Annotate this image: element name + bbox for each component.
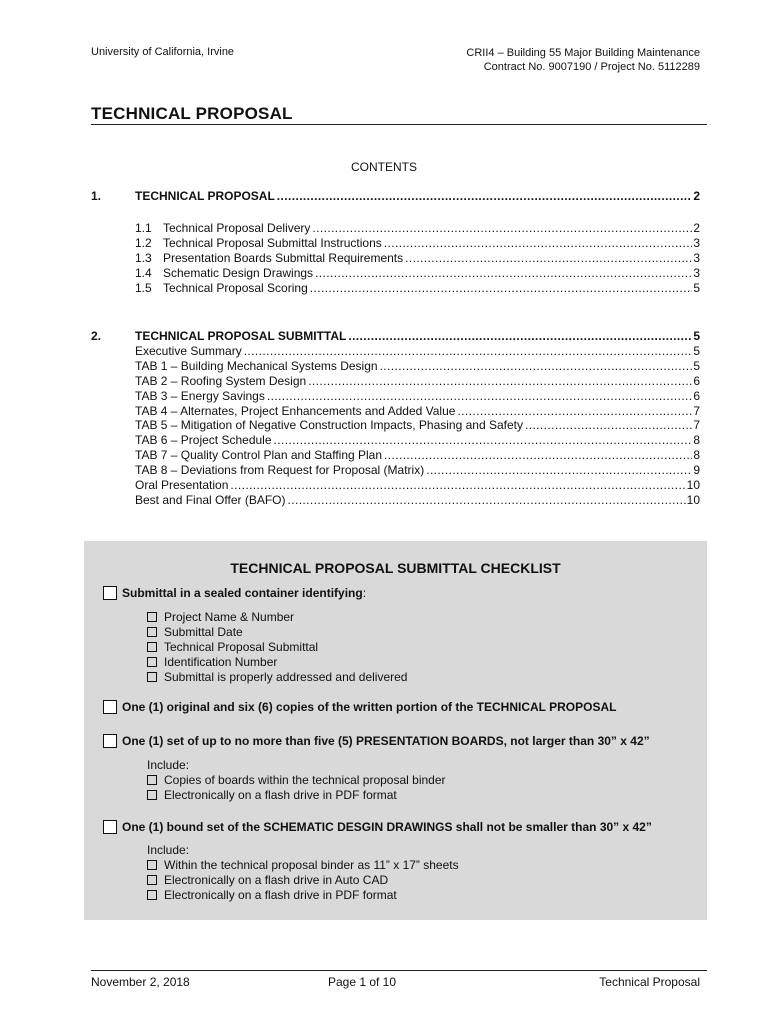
- toc-item-tab-8[interactable]: [91, 463, 700, 478]
- toc-item-number: 1.4: [135, 266, 152, 280]
- sub-item-label: Submittal is properly addressed and delivered: [164, 669, 408, 684]
- toc-leader: [525, 418, 692, 433]
- toc-page-number: 8: [693, 433, 700, 447]
- toc-leader: [384, 236, 693, 251]
- toc-leader: [277, 189, 693, 204]
- toc-page-number: 5: [693, 344, 700, 358]
- toc-item-label: Executive Summary: [135, 344, 242, 358]
- toc-item-oral-presentation[interactable]: [91, 478, 700, 493]
- checkbox[interactable]: [147, 627, 157, 637]
- toc-page-number: 9: [693, 463, 700, 477]
- sub-item-label: Technical Proposal Submittal: [164, 639, 319, 654]
- presentation-boards-sublist: [147, 772, 446, 802]
- toc-item-label: Schematic Design Drawings: [163, 266, 314, 280]
- footer-page-number: Page 1 of 10: [327, 975, 397, 989]
- toc-item-tab-3[interactable]: [91, 389, 700, 404]
- toc-leader: [288, 493, 686, 508]
- sub-item-label: Identification Number: [164, 654, 278, 669]
- toc-page-number: 2: [693, 189, 700, 203]
- checklist-item-label: One (1) original and six (6) copies of the written portion of the TECHNICAL PROPOSAL: [122, 700, 617, 714]
- checkbox[interactable]: [147, 890, 157, 900]
- checkbox[interactable]: [147, 642, 157, 652]
- toc-leader: [267, 389, 692, 404]
- toc-item-label: TAB 2 – Roofing System Design: [135, 374, 307, 388]
- toc-item-1-5[interactable]: [91, 281, 700, 296]
- toc-leader: [310, 281, 693, 296]
- footer-date: November 2, 2018: [91, 975, 190, 989]
- toc-page-number: 6: [693, 374, 700, 388]
- toc-item-1-4[interactable]: [91, 266, 700, 281]
- sub-checklist-item[interactable]: [147, 609, 407, 624]
- toc-item-label: TAB 1 – Building Mechanical Systems Design: [135, 359, 378, 373]
- schematic-drawings-sublist: [147, 857, 459, 902]
- toc-item-label: TAB 5 – Mitigation of Negative Construction Impacts, Phasing and Safety: [135, 418, 523, 432]
- toc-page-number: 5: [693, 281, 700, 295]
- toc-page-number: 8: [693, 448, 700, 462]
- toc-item-label: TAB 7 – Quality Control Plan and Staffing Plan: [135, 448, 383, 462]
- toc-item-label: Technical Proposal Submittal Instructions: [163, 236, 382, 250]
- sub-checklist-item[interactable]: [147, 639, 407, 654]
- sub-item-label: Copies of boards within the technical proposal binder: [164, 772, 446, 787]
- toc-section-1[interactable]: [91, 189, 700, 204]
- checklist-title: TECHNICAL PROPOSAL SUBMITTAL CHECKLIST: [230, 560, 561, 576]
- toc-item-number: 1.3: [135, 251, 152, 265]
- toc-page-number: 3: [693, 236, 700, 250]
- checklist-item-schematic-drawings[interactable]: [103, 820, 652, 834]
- toc-item-label: Best and Final Offer (BAFO): [135, 493, 286, 507]
- header-project-name: CRII4 – Building 55 Major Building Maintenance: [466, 47, 700, 59]
- checkbox[interactable]: [147, 875, 157, 885]
- title-divider: [91, 124, 707, 125]
- footer-document-name: Technical Proposal: [599, 975, 700, 989]
- checkbox[interactable]: [103, 734, 117, 748]
- include-label: Include:: [147, 758, 190, 772]
- sub-checklist-item[interactable]: [147, 887, 459, 902]
- toc-item-number: 1.1: [135, 221, 152, 235]
- toc-page-number: 5: [693, 359, 700, 373]
- sealed-container-sublist: [147, 609, 407, 684]
- toc-leader: [312, 221, 692, 236]
- include-label: Include:: [147, 843, 190, 857]
- toc-item-label: Technical Proposal Delivery: [163, 221, 311, 235]
- sub-item-label: Submittal Date: [164, 624, 243, 639]
- toc-leader: [244, 344, 693, 359]
- toc-leader: [405, 251, 692, 266]
- checkbox[interactable]: [147, 612, 157, 622]
- checklist-item-presentation-boards[interactable]: [103, 734, 650, 748]
- toc-item-label: TAB 3 – Energy Savings: [135, 389, 265, 403]
- toc-page-number: 5: [693, 329, 700, 343]
- toc-page-number: 2: [693, 221, 700, 235]
- toc-leader: [230, 478, 685, 493]
- toc-leader: [308, 374, 692, 389]
- toc-item-1-3[interactable]: [91, 251, 700, 266]
- contents-heading: CONTENTS: [351, 160, 417, 174]
- sub-item-label: Electronically on a flash drive in PDF format: [164, 787, 397, 802]
- toc-section-number: 1.: [91, 189, 102, 203]
- toc-page-number: 7: [693, 404, 700, 418]
- toc-item-tab-7[interactable]: [91, 448, 700, 463]
- toc-section-label: TECHNICAL PROPOSAL: [135, 189, 275, 203]
- checklist-item-sealed-container[interactable]: [103, 586, 366, 600]
- checklist-item-label: Submittal in a sealed container identifying: [122, 586, 363, 600]
- toc-item-label: Technical Proposal Scoring: [163, 281, 308, 295]
- checkbox[interactable]: [147, 672, 157, 682]
- toc-item-label: TAB 8 – Deviations from Request for Proposal (Matrix): [135, 463, 425, 477]
- page-title: TECHNICAL PROPOSAL: [91, 104, 293, 123]
- toc-page-number: 3: [693, 251, 700, 265]
- toc-leader: [315, 266, 692, 281]
- sub-checklist-item[interactable]: [147, 654, 407, 669]
- checkbox[interactable]: [103, 586, 117, 600]
- toc-leader: [457, 404, 692, 419]
- toc-section-2[interactable]: [91, 329, 700, 344]
- checkbox[interactable]: [147, 775, 157, 785]
- toc-item-label: Presentation Boards Submittal Requirements: [163, 251, 404, 265]
- submittal-checklist-box: [84, 541, 707, 920]
- toc-item-tab-6[interactable]: [91, 433, 700, 448]
- toc-item-label: Oral Presentation: [135, 478, 229, 492]
- checklist-item-written-copies[interactable]: [103, 700, 616, 714]
- toc-page-number: 10: [686, 478, 700, 492]
- footer-divider: [91, 970, 707, 971]
- sub-checklist-item[interactable]: [147, 787, 446, 802]
- toc-item-tab-5[interactable]: [91, 418, 700, 433]
- toc-section-label: TECHNICAL PROPOSAL SUBMITTAL: [135, 329, 347, 343]
- toc-page-number: 6: [693, 389, 700, 403]
- toc-item-tab-1[interactable]: [91, 359, 700, 374]
- toc-section-number: 2.: [91, 329, 102, 343]
- sub-checklist-item[interactable]: [147, 872, 459, 887]
- header-project-info: [466, 46, 700, 74]
- toc-item-executive-summary[interactable]: [91, 344, 700, 359]
- sub-checklist-item[interactable]: [147, 857, 459, 872]
- toc-item-label: TAB 6 – Project Schedule: [135, 433, 272, 447]
- checkbox[interactable]: [147, 657, 157, 667]
- checklist-item-label: One (1) set of up to no more than five (5) PRESENTATION BOARDS, not larger than 30” x 42”: [122, 734, 650, 748]
- toc-leader: [274, 433, 693, 448]
- toc-page-number: 7: [693, 418, 700, 432]
- sub-item-label: Project Name & Number: [164, 609, 295, 624]
- toc-item-1-2[interactable]: [91, 236, 700, 251]
- checkbox[interactable]: [147, 860, 157, 870]
- toc-leader: [384, 448, 692, 463]
- toc-page-number: 3: [693, 266, 700, 280]
- toc-leader: [380, 359, 693, 374]
- sub-checklist-item[interactable]: [147, 772, 446, 787]
- toc-item-1-1[interactable]: [91, 221, 700, 236]
- checkbox[interactable]: [103, 700, 117, 714]
- toc-item-bafo[interactable]: [91, 493, 700, 508]
- toc-item-tab-2[interactable]: [91, 374, 700, 389]
- header-contract-number: Contract No. 9007190 / Project No. 5112289: [483, 61, 700, 73]
- toc-item-number: 1.5: [135, 281, 152, 295]
- toc-leader: [348, 329, 692, 344]
- sub-item-label: Within the technical proposal binder as 11” x 17” sheets: [164, 857, 459, 872]
- toc-item-label: TAB 4 – Alternates, Project Enhancements and Added Value: [135, 404, 456, 418]
- toc-item-tab-4[interactable]: [91, 404, 700, 419]
- sub-item-label: Electronically on a flash drive in PDF format: [164, 887, 397, 902]
- checklist-item-label: One (1) bound set of the SCHEMATIC DESGIN DRAWINGS shall not be smaller than 30” x 42”: [122, 820, 652, 834]
- sub-checklist-item[interactable]: [147, 624, 407, 639]
- checkbox[interactable]: [103, 820, 117, 834]
- toc-page-number: 10: [686, 493, 700, 507]
- toc-item-number: 1.2: [135, 236, 152, 250]
- checklist-item-colon: :: [362, 586, 367, 600]
- checkbox[interactable]: [147, 790, 157, 800]
- toc-leader: [426, 463, 692, 478]
- sub-checklist-item[interactable]: [147, 669, 407, 684]
- sub-item-label: Electronically on a flash drive in Auto CAD: [164, 872, 389, 887]
- header-institution: University of California, Irvine: [91, 46, 235, 58]
